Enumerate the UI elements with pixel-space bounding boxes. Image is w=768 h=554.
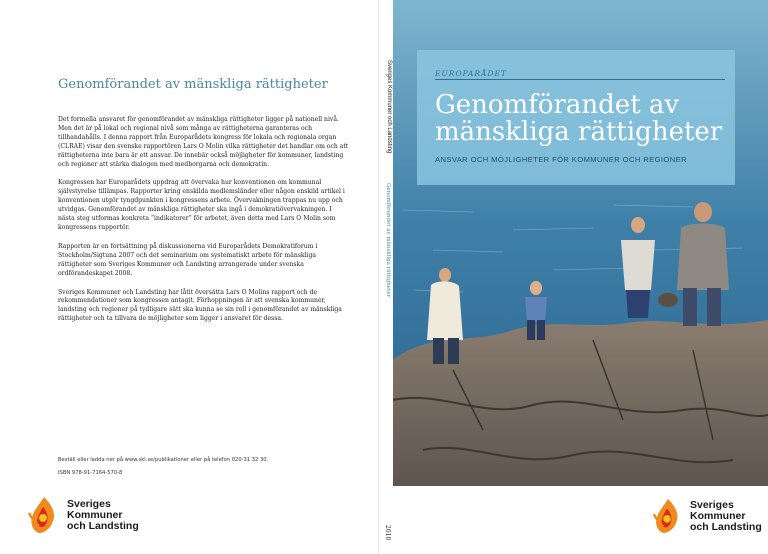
order-info: Beställ eller ladda ner på www.skl.se/publikationer eller på telefon 020-31 32 30. xyxy=(58,457,269,463)
skl-logo-back xyxy=(26,493,139,537)
back-cover xyxy=(0,0,378,554)
back-paragraph: Det formella ansvaret för genomförandet av mänskliga rättigheter ligger på nationell nivå. Men det är på lokal och regional nivå som många av rättigheterna garanteras och tillhandahålls. I denna rapport från Europarådets kongress för lokala och regionala organ (CLRAE) visar den svenske rapportören Lars O Molin vilka rättigheter det handlar om och att rättigheterna inte bara är ett ansvar. De innebär också möjligheter för kommuner, landsting och regioner att stärka dialogen med medborgarna och demokratin. xyxy=(58,116,349,168)
cover-eyebrow: EUROPARÅDET xyxy=(435,69,507,78)
logo-line: Sveriges xyxy=(690,498,734,511)
back-cover-title: Genomförandet av mänskliga rättigheter xyxy=(58,77,328,92)
cover-subtitle: ANSVAR OCH MÖJLIGHETER FÖR KOMMUNER OCH REGIONER xyxy=(435,155,687,164)
logo-text xyxy=(690,500,762,533)
logo-line: Kommuner xyxy=(690,509,746,522)
spine-year: 2010 xyxy=(384,525,391,541)
skl-flame-icon xyxy=(26,493,62,537)
spine-title: Genomförandet av mänskliga rättigheter xyxy=(385,183,391,298)
logo-line: och Landsting xyxy=(67,519,139,532)
back-cover-text xyxy=(58,116,350,334)
logo-text xyxy=(67,499,139,532)
isbn: ISBN 978-91-7164-570-8 xyxy=(58,470,123,476)
logo-line: och Landsting xyxy=(690,520,762,533)
front-cover xyxy=(393,0,768,554)
logo-line: Sveriges xyxy=(67,497,111,510)
back-paragraph: Rapporten är en fortsättning på diskussionerna vid Europarådets Demokratiforum i Stockholm/Sigtuna 2007 och det seminarium om systematiskt arbete för mänskliga rättigheter som Sveriges Kommuner och Landsting arrangerade under svenska ordförandeskapet 2008. xyxy=(58,242,318,277)
spine-publisher: Sveriges Kommuner och Landsting xyxy=(386,60,392,154)
eyebrow-divider xyxy=(435,79,725,80)
back-paragraph: Kongressen har Europarådets uppdrag att övervaka hur konventionen om kommunal självstyrelse tillämpas. Rapporter kring enskilda medlemsländer eller någon enskild artikel i konventionen utgör tyngdpunkten i kongressens arbete. Övervakningen trappas nu upp och utvidgas. Genomförandet av mänskliga rättigheter ska ingå i demokratiövervakningen. I nästa steg utformas konkreta “indikatorer” för arbetet, även detta med Lars O Molin som kongressens rapportör. xyxy=(58,179,345,231)
back-paragraph: Sveriges Kommuner och Landsting har låtit översätta Lars O Molins rapport och de rekommendationer som kongressen antagit. Förhoppningen är att svenska kommuner, landsting och regioner på tydligare sätt ska kunna se sin roll i genomförandet av mänskliga rättigheter och ta tillvara de möjligheter som ligger i ansvaret för dessa. xyxy=(58,288,342,323)
cover-title: Genomförandet av mänskliga rättigheter xyxy=(435,90,723,147)
logo-line: Kommuner xyxy=(67,508,123,521)
skl-logo-front xyxy=(651,495,762,537)
skl-flame-icon xyxy=(651,495,685,537)
